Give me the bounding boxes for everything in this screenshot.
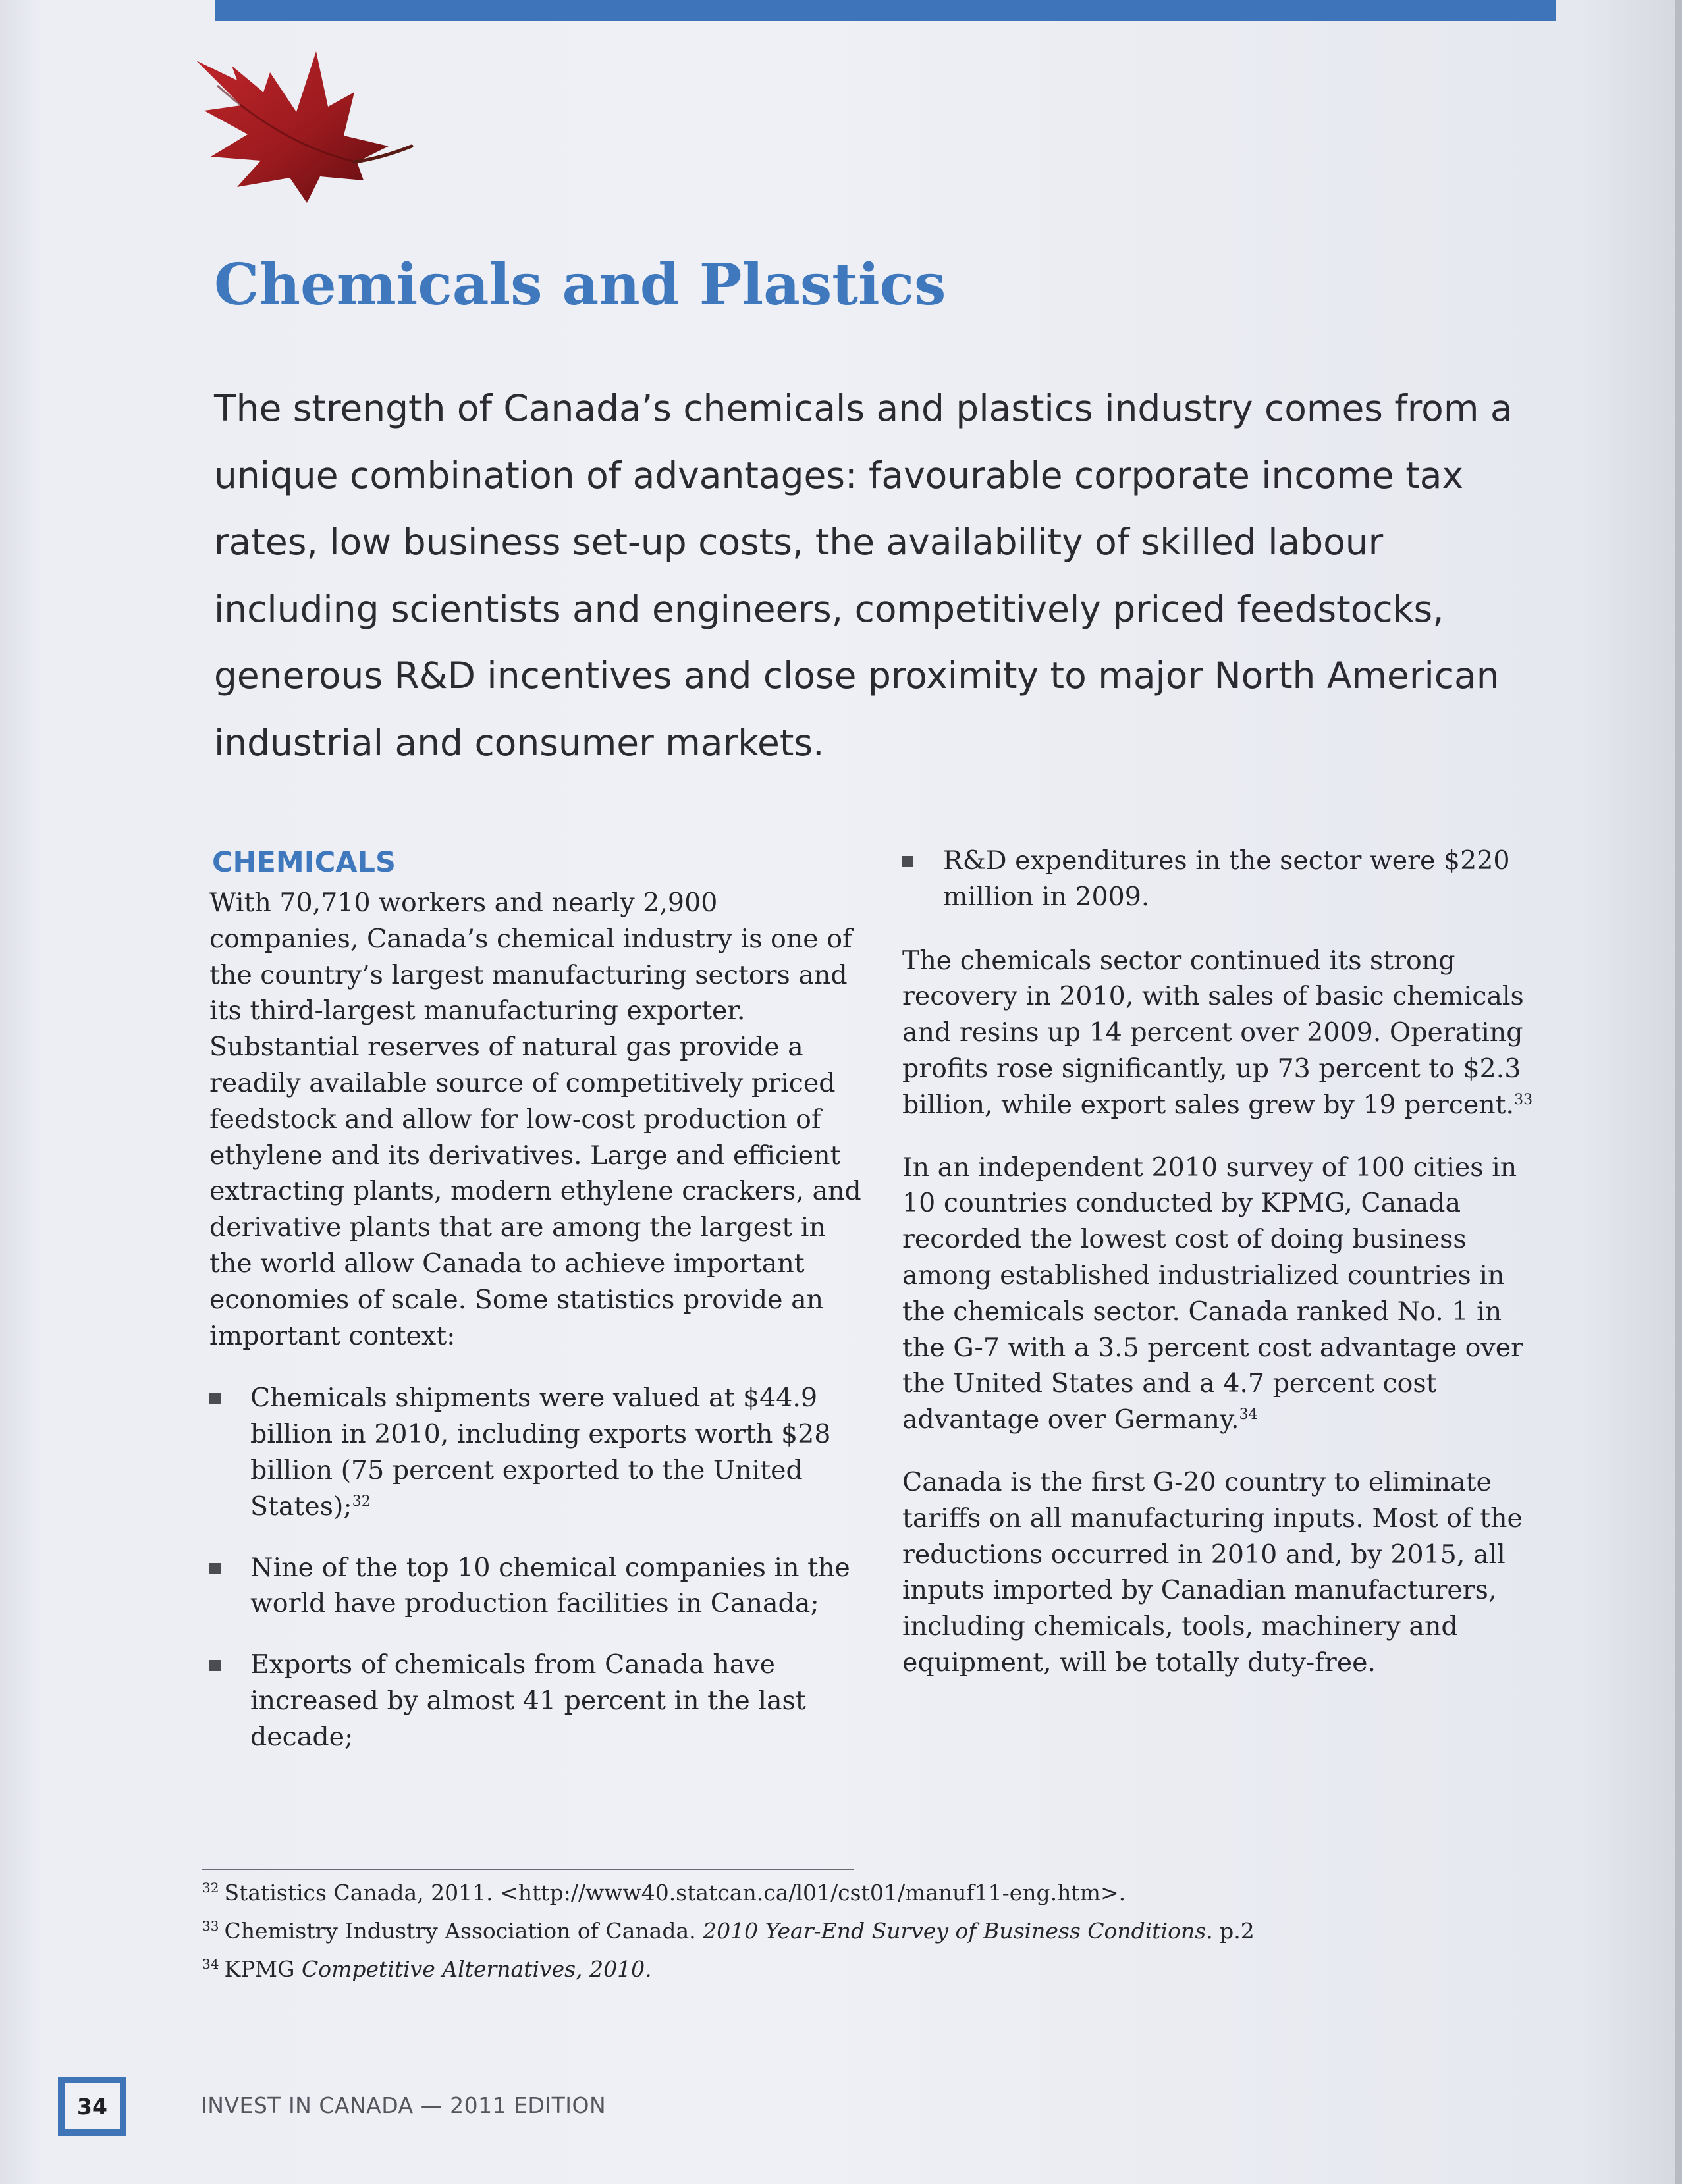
page-number-box — [58, 2077, 126, 2136]
page-number: 34 — [65, 2083, 120, 2129]
chemicals-paragraph: With 70,710 workers and nearly 2,900 companies, Canada’s chemical industry is one of the country’s largest manufacturing sectors and its third-largest manufacturing exporter. Substantial reserves of natural gas provide a readily available source of competitively priced feedstock and allow for low-cost production of ethylene and its derivatives. Large and efficient extracting plants, modern ethylene crackers, and derivative plants that are among the largest in the world allow Canada to achieve important economies of scale. Some statistics provide an important context: — [209, 888, 861, 1351]
footnote — [202, 1871, 1585, 1909]
section-heading-chemicals: CHEMICALS — [212, 846, 396, 879]
footnote-text: Chemistry Industry Association of Canada. — [224, 1918, 703, 1944]
page-edge — [1675, 0, 1682, 2184]
footnote-number: 33 — [202, 1918, 219, 1934]
list-item — [209, 1380, 868, 1524]
list-item — [209, 1550, 868, 1622]
footnote — [202, 1948, 1585, 1986]
list-item-text: Exports of chemicals from Canada have increased by almost 41 percent in the last decade; — [250, 1649, 806, 1752]
bullet-square-icon — [209, 1563, 221, 1574]
left-column — [209, 843, 868, 1780]
running-footer: INVEST IN CANADA — 2011 EDITION — [201, 2092, 607, 2118]
list-item-text: Nine of the top 10 chemical companies in the world have production facilities in Canada; — [250, 1552, 850, 1619]
paragraph — [902, 943, 1548, 1123]
paragraph — [902, 1150, 1548, 1438]
list-item — [209, 1647, 868, 1755]
footnote-source-title: 2010 Year-End Survey of Business Conditions. — [703, 1918, 1213, 1944]
footnote-divider — [202, 1869, 854, 1870]
footnote-text: Statistics Canada, 2011. <http://www40.statcan.ca/l01/cst01/manuf11-eng.htm>. — [224, 1880, 1126, 1905]
footnote-number: 32 — [202, 1880, 219, 1896]
footnote-suffix: p.2 — [1212, 1918, 1255, 1944]
footnote-ref: 32 — [352, 1493, 371, 1510]
list-item-text: Chemicals shipments were valued at $44.9 billion in 2010, including exports worth $28 billion (75 percent exported to the United States); — [250, 1383, 831, 1522]
footnote-source-title: Competitive Alternatives, 2010. — [301, 1956, 652, 1982]
maple-leaf-icon — [191, 46, 415, 211]
bullet-square-icon — [209, 1393, 221, 1404]
paragraph — [902, 1464, 1548, 1681]
footnote-ref: 34 — [1239, 1406, 1258, 1423]
footnote-text: KPMG — [224, 1956, 302, 1982]
header-accent-bar — [215, 0, 1556, 21]
paragraph-text: In an independent 2010 survey of 100 cities in 10 countries conducted by KPMG, Canada recorded the lowest cost of doing business among established industrialized countries in the chemicals sector. Canada ranked No. 1 in the G-7 with a 3.5 percent cost advantage over the United States and a 4.7 percent cost advantage over Germany. — [902, 1152, 1524, 1435]
bullet-square-icon — [902, 856, 913, 867]
footnote-ref: 33 — [1514, 1091, 1533, 1108]
list-item-text: R&D expenditures in the sector were $220 million in 2009. — [943, 845, 1510, 912]
list-item — [902, 843, 1548, 915]
right-column — [902, 843, 1548, 1707]
paragraph-text: Canada is the first G-20 country to eliminate tariffs on all manufacturing inputs. Most of the reductions occurred in 2010 and, by 2015, all inputs imported by Canadian manufacturers, including chemicals, tools, machinery and equipment, will be totally duty-free. — [902, 1466, 1523, 1678]
page-title: Chemicals and Plastics — [214, 252, 946, 318]
intro-paragraph: The strength of Canada’s chemicals and plastics industry comes from a unique combination of advantages: favourable corporate income tax rates, low business set-up costs, the availability of skilled labour including scientists and engineers, competitively priced feedstocks, generous R&D incentives and close proximity to major North American industrial and consumer markets. — [214, 387, 1513, 764]
footnote — [202, 1909, 1585, 1948]
footnotes — [202, 1871, 1585, 1986]
paragraph-text: The chemicals sector continued its strong recovery in 2010, with sales of basic chemicals and resins up 14 percent over 2009. Operating profits rose significantly, up 73 percent to $2.3 billion, while export sales grew by 19 percent. — [902, 945, 1524, 1120]
footnote-number: 34 — [202, 1956, 219, 1972]
bullet-square-icon — [209, 1660, 221, 1671]
